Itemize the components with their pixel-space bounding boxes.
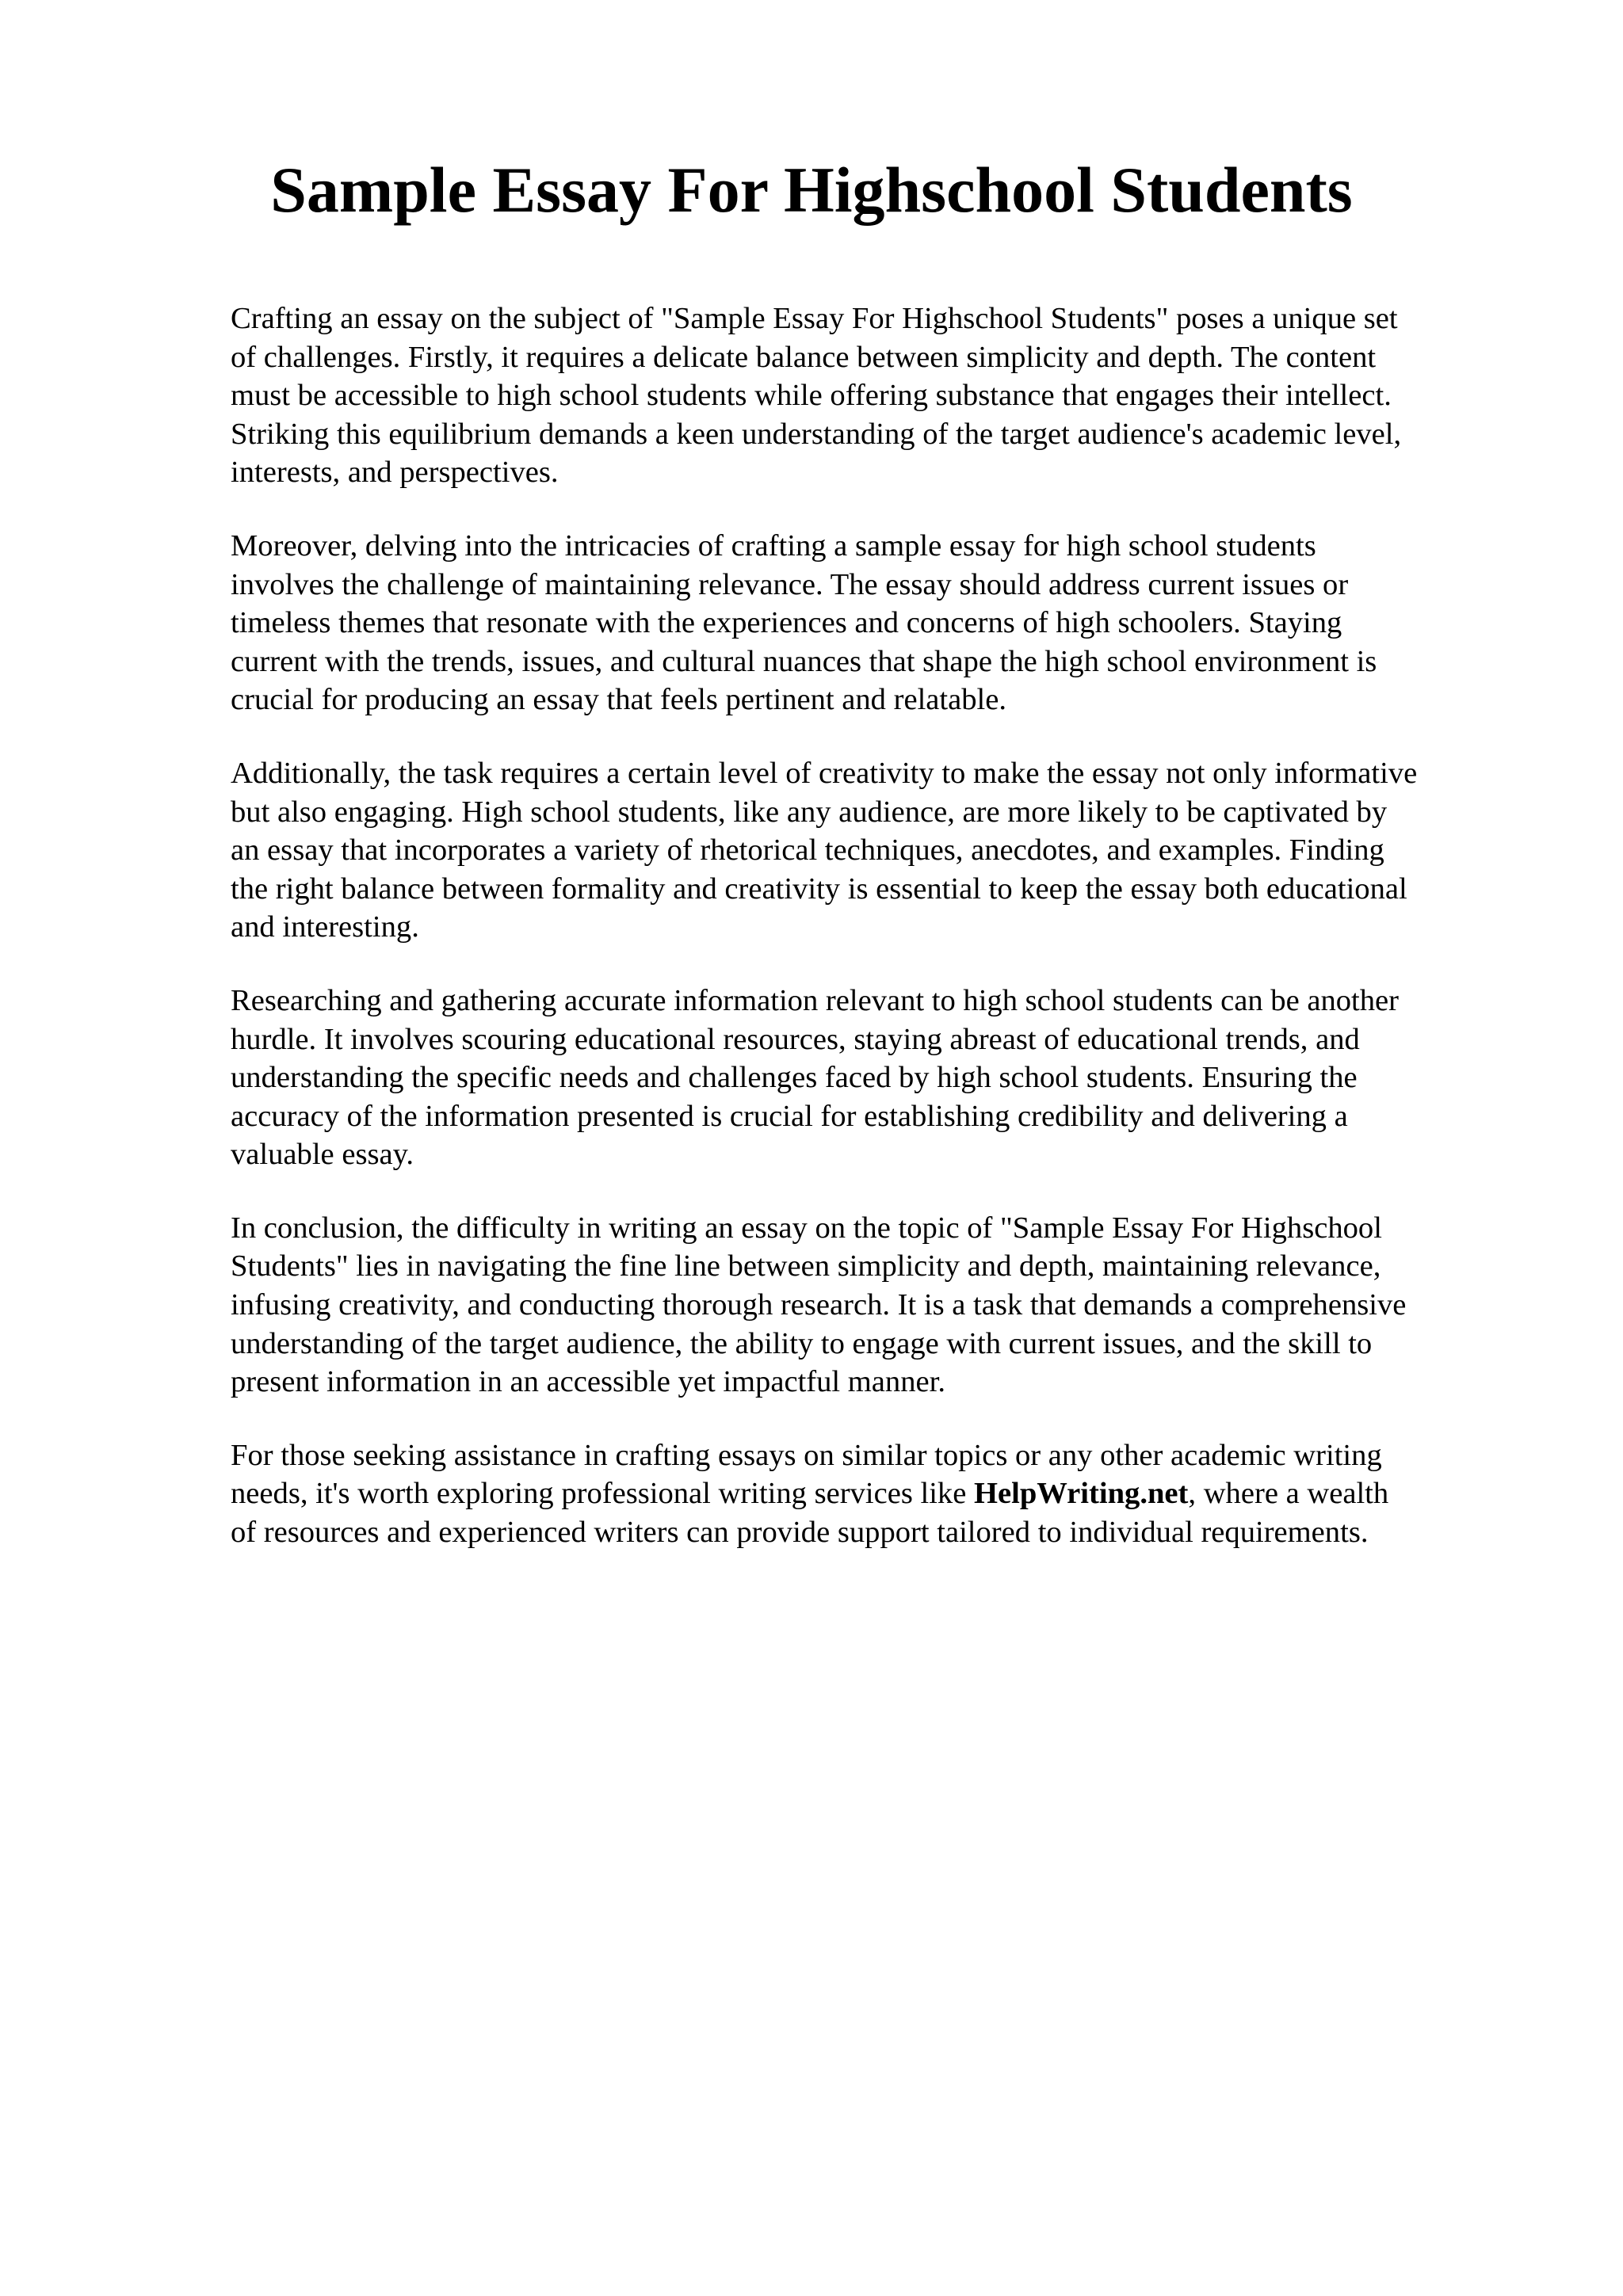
paragraph-line: accuracy of the information presented is crucial for establishing credibility and delivering a [231, 1099, 1348, 1133]
paragraph-text: , where a wealth [1188, 1477, 1389, 1511]
paragraph-line: Additionally, the task requires a certain level of creativity to make the essay not only informative [231, 756, 1418, 790]
paragraph-line: In conclusion, the difficulty in writing an essay on the topic of "Sample Essay For Highschool [231, 1211, 1382, 1245]
paragraph-line: must be accessible to high school students while offering substance that engages their intellect. [231, 379, 1392, 413]
paragraph-4 [231, 982, 1514, 1174]
paragraph-line: involves the challenge of maintaining relevance. The essay should address current issues or [231, 567, 1349, 601]
paragraph-line: For those seeking assistance in crafting essays on similar topics or any other academic writing [231, 1438, 1382, 1472]
paragraph-line: of challenges. Firstly, it requires a delicate balance between simplicity and depth. The content [231, 340, 1377, 374]
paragraph-text: needs, it's worth exploring professional writing services like [231, 1477, 974, 1511]
paragraph-line: interests, and perspectives. [231, 456, 559, 490]
page-title: Sample Essay For Highschool Students [270, 154, 1353, 226]
paragraph-line: but also engaging. High school students, like any audience, are more likely to be captivated by [231, 795, 1388, 829]
paragraph-3 [231, 754, 1514, 947]
paragraph-line: Striking this equilibrium demands a keen understanding of the target audience's academic level, [231, 417, 1402, 451]
paragraph-line: the right balance between formality and creativity is essential to keep the essay both educational [231, 871, 1407, 906]
essay-body [231, 299, 1514, 1587]
paragraph-line: valuable essay. [231, 1138, 414, 1172]
paragraph-line: Moreover, delving into the intricacies of crafting a sample essay for high school students [231, 528, 1316, 563]
paragraph-line: of resources and experienced writers can provide support tailored to individual requirements. [231, 1516, 1369, 1550]
paragraph-line: and interesting. [231, 910, 419, 944]
paragraph-line: Crafting an essay on the subject of "Sample Essay For Highschool Students" poses a unique set [231, 302, 1398, 335]
paragraph-line-with-link [231, 1474, 1514, 1513]
paragraph-line: crucial for producing an essay that feels pertinent and relatable. [231, 683, 1007, 717]
paragraph-line: an essay that incorporates a variety of rhetorical techniques, anecdotes, and examples. Finding [231, 833, 1384, 868]
paragraph-2 [231, 527, 1514, 719]
paragraph-line: infusing creativity, and conducting thorough research. It is a task that demands a comprehensive [231, 1288, 1407, 1322]
paragraph-line: Researching and gathering accurate information relevant to high school students can be another [231, 983, 1400, 1017]
paragraph-line: hurdle. It involves scouring educational resources, staying abreast of educational trends, and [231, 1022, 1360, 1056]
paragraph-1 [231, 299, 1514, 492]
paragraph-line: present information in an accessible yet impactful manner. [231, 1365, 945, 1399]
paragraph-line: understanding of the target audience, the ability to engage with current issues, and the skill to [231, 1326, 1373, 1360]
paragraph-line: timeless themes that resonate with the experiences and concerns of high schoolers. Staying [231, 606, 1342, 640]
paragraph-line: current with the trends, issues, and cultural nuances that shape the high school environment is [231, 644, 1377, 678]
helpwriting-link[interactable]: HelpWriting.net [974, 1477, 1189, 1511]
paragraph-6 [231, 1436, 1514, 1552]
paragraph-5 [231, 1209, 1514, 1402]
paragraph-line: Students" lies in navigating the fine line between simplicity and depth, maintaining relevance, [231, 1249, 1381, 1283]
paragraph-line: understanding the specific needs and challenges faced by high school students. Ensuring the [231, 1061, 1358, 1095]
